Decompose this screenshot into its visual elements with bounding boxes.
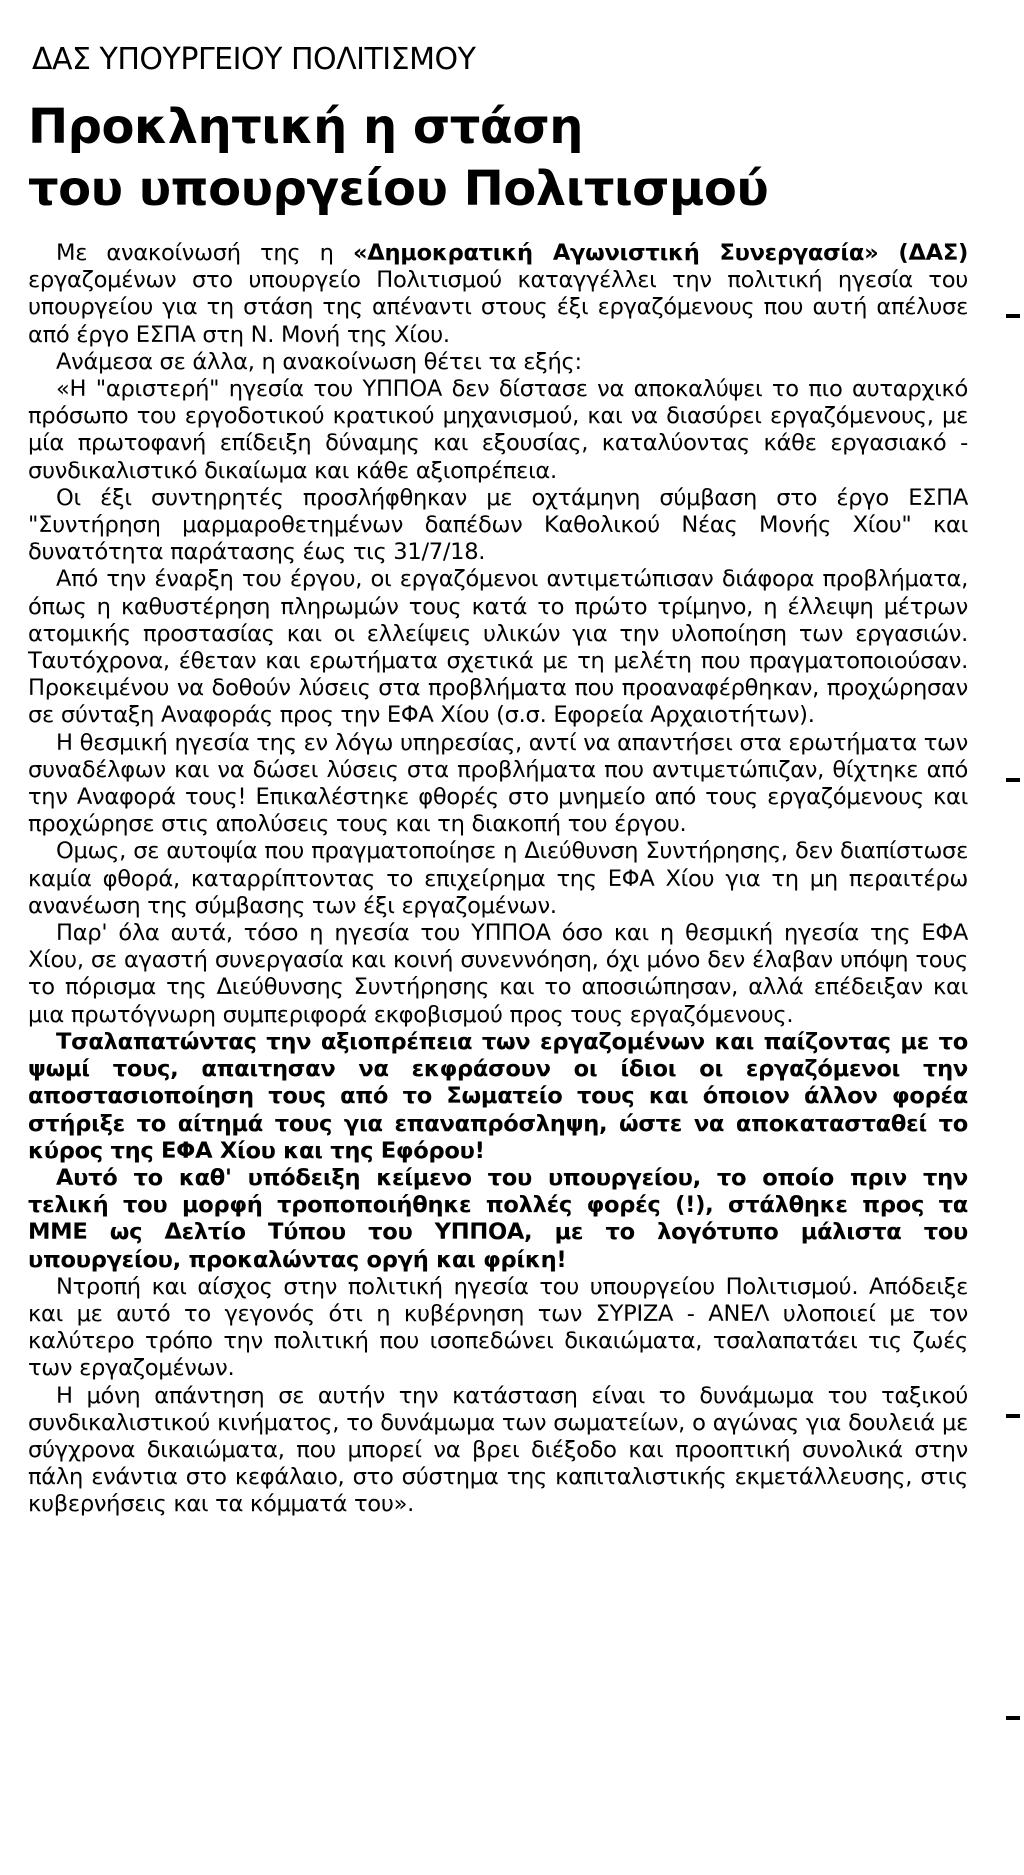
paragraph-4: Οι έξι συντηρητές προσλήφθηκαν με οχτάμηνη σύμβαση στο έργο ΕΣΠΑ "Συντήρηση μαρμαροθετημένων δαπέδων Καθολικού Νέας Μονής Χίου" και δυνατότητα παράτασης έως τις 31/7/18. xyxy=(28,484,968,566)
article-headline xyxy=(28,96,968,220)
paragraph-1-text-a: Με ανακοίνωσή της η xyxy=(56,240,354,266)
newspaper-article xyxy=(28,40,968,1519)
paragraph-5: Από την έναρξη του έργου, οι εργαζόμενοι αντιμετώπισαν διάφορα προβλήματα, όπως η καθυστέρηση πληρωμών τους κατά το πρώτο τρίμηνο, η έλλειψη μέτρων ατομικής προστασίας και οι ελλείψεις υλικών για την υλοποίηση των εργασιών. Ταυτόχρονα, έθεταν και ερωτήματα σχετικά με τη μελέτη που πραγματοποιούσαν. Προκειμένου να δοθούν λύσεις στα προβλήματα που προαναφέρθηκαν, προχώρησαν σε σύνταξη Αναφοράς προς την ΕΦΑ Χίου (σ.σ. Εφορεία Αρχαιοτήτων). xyxy=(28,566,968,729)
article-body xyxy=(28,240,968,1519)
paragraph-7: Ομως, σε αυτοψία που πραγματοποίησε η Διεύθυνση Συντήρησης, δεν διαπίστωσε καμία φθορά, καταρρίπτοντας το επιχείρημα της ΕΦΑ Χίου για τη μη περαιτέρω ανανέωση της σύμβασης των έξι εργαζομένων. xyxy=(28,838,968,919)
paragraph-9-bold: Τσαλαπατώντας την αξιοπρέπεια των εργαζομένων και παίζοντας με το ψωμί τους, απαιτησαν να εκφράσουν οι ίδιοι οι εργαζόμενοι την αποστασιοποίηση τους από το Σωματείο τους και όποιον άλλον φορέα στήριξε το αίτημά τους για επαναπρόσληψη, ώστε να αποκατασταθεί το κύρος της ΕΦΑ Χίου και της Εφόρου! xyxy=(28,1028,968,1164)
paragraph-1-text-b: εργαζομένων στο υπουργείο Πολιτισμού καταγγέλλει την πολιτική ηγεσία του υπουργείου για τη στάση της απέναντι στους έξι εργαζόμενους που αυτή απέλυσε από έργο ΕΣΠΑ στη Ν. Μονή της Χίου. xyxy=(28,267,968,348)
paragraph-10-bold: Αυτό το καθ' υπόδειξη κείμενο του υπουργείου, το οποίο πριν την τελική του μορφή τροποποιήθηκε πολλές φορές (!), στάλθηκε προς τα ΜΜΕ ως Δελτίο Τύπου του ΥΠΠΟΑ, με το λογότυπο μάλιστα του υπουργείου, προκαλώντας οργή και φρίκη! xyxy=(28,1164,968,1273)
edge-mark-1 xyxy=(1006,314,1020,318)
article-kicker: ΔΑΣ ΥΠΟΥΡΓΕΙΟΥ ΠΟΛΙΤΙΣΜΟΥ xyxy=(32,42,476,77)
paragraph-1-bold: «Δημοκρατική Αγωνιστική Συνεργασία» (ΔΑΣ) xyxy=(353,240,968,266)
edge-mark-2 xyxy=(1006,778,1020,782)
paragraph-2: Ανάμεσα σε άλλα, η ανακοίνωση θέτει τα εξής: xyxy=(56,348,582,375)
paragraph-3: «Η "αριστερή" ηγεσία του ΥΠΠΟΑ δεν δίστασε να αποκαλύψει το πιο αυταρχικό πρόσωπο του εργοδοτικού κρατικού μηχανισμού, και να διασύρει εργαζόμενους, με μία πρωτοφανή επίδειξη δύναμης και εξουσίας, καταλύοντας κάθε εργασιακό - συνδικαλιστικό δικαίωμα και κάθε αξιοπρέπεια. xyxy=(28,376,968,484)
paragraph-12: Η μόνη απάντηση σε αυτήν την κατάσταση είναι το δυνάμωμα του ταξικού συνδικαλιστικού κινήματος, το δυνάμωμα των σωματείων, ο αγώνας για δουλειά με σύγχρονα δικαιώματα, που μπορεί να βρει διέξοδο και προοπτική συνολικά στην πάλη ενάντια στο κεφάλαιο, στο σύστημα της καπιταλιστικής εκμετάλλευσης, στις κυβερνήσεις και τα κόμματά του». xyxy=(28,1382,968,1518)
paragraph-1 xyxy=(28,240,968,349)
paragraph-8: Παρ' όλα αυτά, τόσο η ηγεσία του ΥΠΠΟΑ όσο και η θεσμική ηγεσία της ΕΦΑ Χίου, σε αγαστή συνεργασία και κοινή συνεννόηση, όχι μόνο δεν έλαβαν υπόψη τους το πόρισμα της Διεύθυνσης Συντήρησης και το αποσιώπησαν, αλλά επέδειξαν και μια πρωτόγνωρη συμπεριφορά εκφοβισμού προς τους εργαζόμενους. xyxy=(28,920,968,1028)
headline-line-2: του υπουργείου Πολιτισμού xyxy=(28,161,769,217)
edge-mark-4 xyxy=(1006,1716,1020,1720)
edge-mark-3 xyxy=(1006,1414,1020,1418)
paragraph-6: Η θεσμική ηγεσία της εν λόγω υπηρεσίας, αντί να απαντήσει στα ερωτήματα των συναδέλφων και να δώσει λύσεις στα προβλήματα που αντιμετώπιζαν, θίχτηκε από την Αναφορά τους! Επικαλέστηκε φθορές στο μνημείο από τους εργαζόμενους και προχώρησε στις απολύσεις τους και τη διακοπή του έργου. xyxy=(28,729,968,838)
headline-line-1: Προκλητική η στάση xyxy=(28,99,583,155)
paragraph-11: Ντροπή και αίσχος στην πολιτική ηγεσία του υπουργείου Πολιτισμού. Απόδειξε και με αυτό το γεγονός ότι η κυβέρνηση των ΣΥΡΙΖΑ - ΑΝΕΛ υλοποιεί με τον καλύτερο τρόπο την πολιτική που ισοπεδώνει δικαιώματα, τσαλαπατάει τις ζωές των εργαζομένων. xyxy=(28,1273,968,1382)
